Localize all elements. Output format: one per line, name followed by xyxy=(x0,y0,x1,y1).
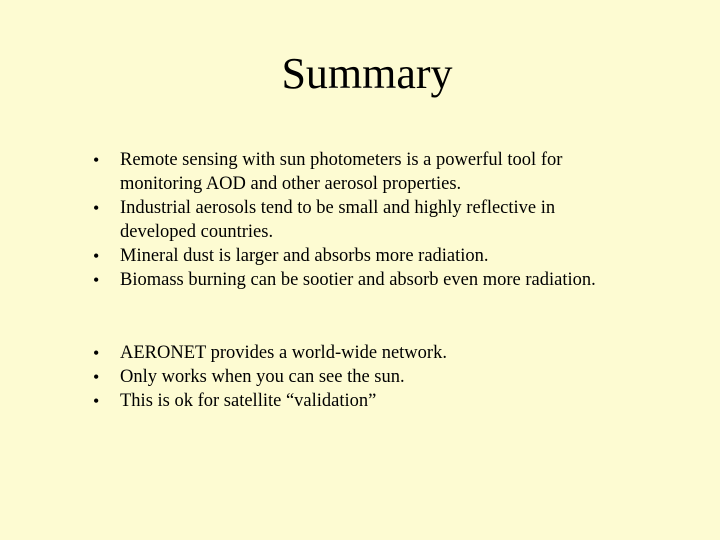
bullet-text: Remote sensing with sun photometers is a powerful tool for monitoring AOD and other aerosol properties. xyxy=(120,150,563,194)
slide-title: Summary xyxy=(281,49,453,98)
bullet-item xyxy=(92,244,632,268)
bullet-item xyxy=(92,389,632,413)
bullet-item xyxy=(92,268,632,292)
bullet-icon: • xyxy=(93,150,100,170)
bullet-icon: • xyxy=(93,343,100,363)
bullet-icon: • xyxy=(93,246,100,266)
bullet-text: Industrial aerosols tend to be small and highly reflective in developed countries. xyxy=(120,198,556,242)
bullet-text: Biomass burning can be sootier and absorb even more radiation. xyxy=(120,270,596,290)
bullet-item xyxy=(92,148,632,196)
bullet-icon: • xyxy=(93,198,100,218)
bullet-icon: • xyxy=(93,391,100,411)
bullet-text: Mineral dust is larger and absorbs more radiation. xyxy=(120,246,489,266)
bullet-item xyxy=(92,365,632,389)
bullet-text: Only works when you can see the sun. xyxy=(120,367,405,387)
bullet-item xyxy=(92,341,632,365)
bullet-list-secondary xyxy=(92,341,632,413)
bullet-text: AERONET provides a world-wide network. xyxy=(120,343,447,363)
bullet-item xyxy=(92,196,632,244)
bullet-list-primary xyxy=(92,148,632,292)
bullet-text: This is ok for satellite “validation” xyxy=(120,391,377,411)
bullet-icon: • xyxy=(93,270,100,290)
bullet-icon: • xyxy=(93,367,100,387)
